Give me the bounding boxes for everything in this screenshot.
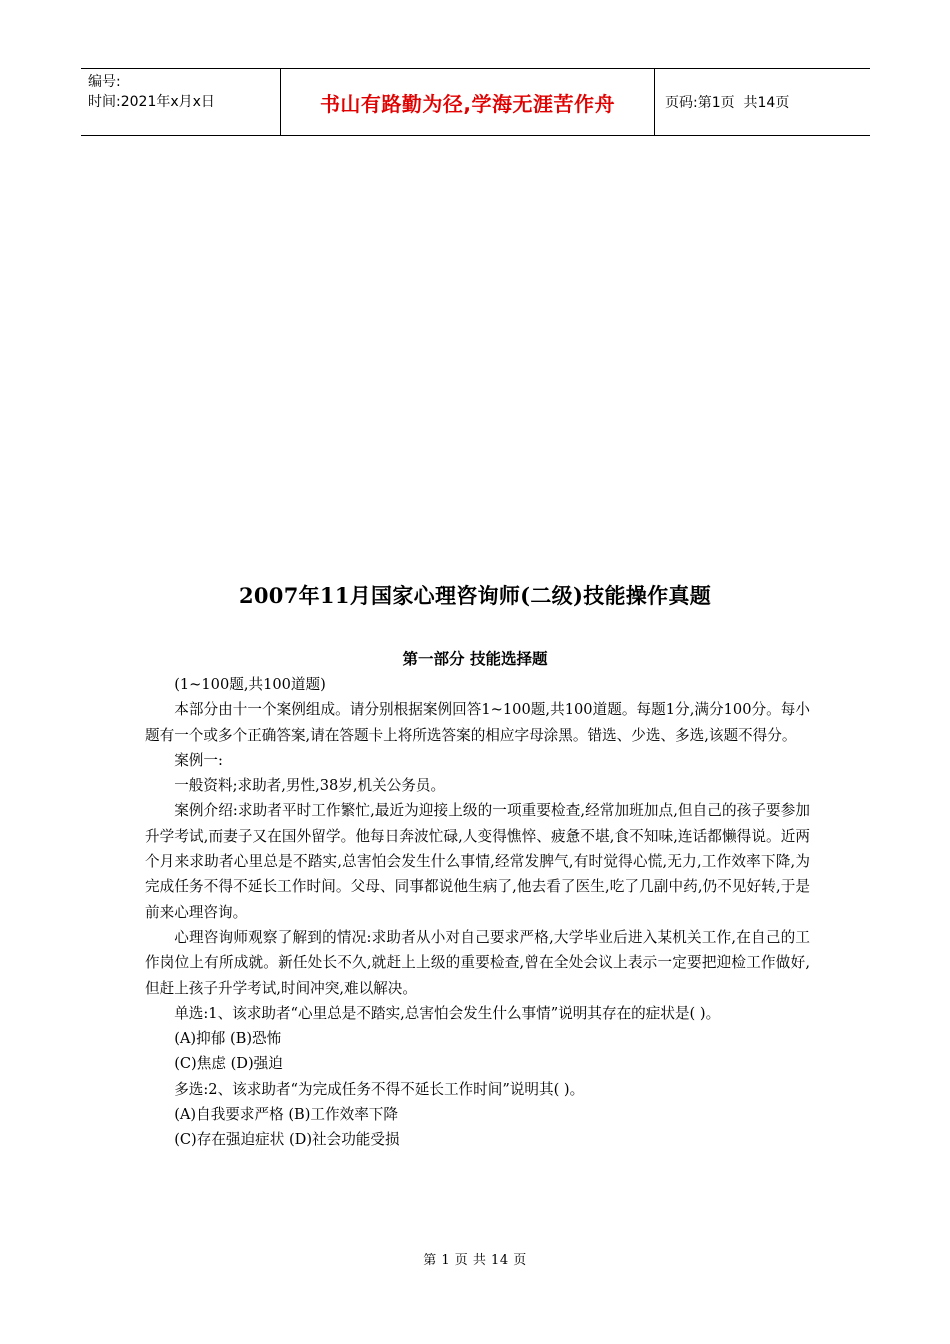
page-footer: 第 1 页 共 14 页 [423,1253,527,1268]
question-options: (C)存在强迫症状 (D)社会功能受损 [174,1131,400,1149]
header-page-info [655,69,870,135]
paragraph: 一般资料;求助者,男性,38岁,机关公务员。 [174,777,446,795]
paragraph: 本部分由十一个案例组成。请分别根据案例回答1~100题,共100道题。每题1分,满分100分。每小题有一个或多个正确答案,请在答题卡上将所选答案的相应字母涂黑。错选、少选、多选,该题不得分。 [145,701,810,744]
header-motto: 书山有路勤为径,学海无涯苦作舟 [281,69,655,135]
document-time-label: 时间:2021年x月x日 [88,94,215,110]
page-header [81,68,870,136]
document-title: 2007年11月国家心理咨询师(二级)技能操作真题 [238,583,712,608]
paragraph: 案例介绍:求助者平时工作繁忙,最近为迎接上级的一项重要检查,经常加班加点,但自己的孩子要参加升学考试,而妻子又在国外留学。他每日奔波忙碌,人变得憔悴、疲惫不堪,食不知味,连话都懒得说。近两个月来求助者心里总是不踏实,总害怕会发生什么事情,经常发脾气,有时觉得心慌,无力,工作效率下降,为完成任务不得不延长工作时间。父母、同事都说他生病了,他去看了医生,吃了几副中药,仍不见好转,于是前来心理咨询。 [145,802,810,921]
page-info-text: 页码:第1页 共14页 [665,95,790,111]
paragraph: 案例一: [174,751,223,769]
section-title: 第一部分 技能选择题 [402,650,548,668]
paragraph: 心理咨询师观察了解到的情况:求助者从小对自己要求严格,大学毕业后进入某机关工作,在自己的工作岗位上有所成就。新任处长不久,就赶上上级的重要检查,曾在全处会议上表示一定要把迎检工作做好,但赶上孩子升学考试,时间冲突,难以解决。 [145,928,810,997]
question-text: 多选:2、该求助者“为完成任务不得不延长工作时间”说明其( )。 [174,1080,585,1098]
question-text: 单选:1、该求助者“心里总是不踏实,总害怕会发生什么事情”说明其存在的症状是( )。 [174,1004,721,1022]
question-options: (A)自我要求严格 (B)工作效率下降 [174,1106,398,1124]
header-meta [81,69,281,135]
document-number-label: 编号: [88,74,121,90]
document-body [145,672,810,1153]
paragraph: (1~100题,共100道题) [174,676,326,693]
question-options: (A)抑郁 (B)恐怖 [174,1030,282,1048]
question-options: (C)焦虑 (D)强迫 [174,1055,283,1073]
